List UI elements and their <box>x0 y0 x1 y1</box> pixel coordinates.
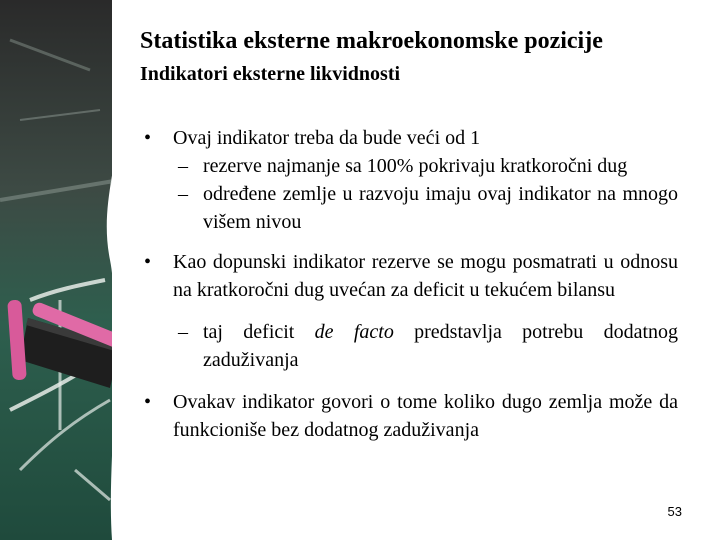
sub-bullet-text: rezerve najmanje sa 100% pokrivaju kratkoročni dug <box>203 155 628 177</box>
sub-bullet-item <box>140 180 678 236</box>
slide-subtitle: Indikatori eksterne likvidnosti <box>140 63 401 85</box>
bullet-item <box>140 248 678 304</box>
sub-bullet-item <box>140 152 678 180</box>
sub-bullet-text: određene zemlje u razvoju imaju ovaj indikator na mnogo višem nivou <box>203 183 678 233</box>
sub-bullet-item <box>140 318 678 374</box>
sub-bullet-dash: – <box>178 155 188 177</box>
bullet-item <box>140 124 678 152</box>
bullet-dot: • <box>144 251 152 273</box>
page-number: 53 <box>667 504 682 519</box>
sub-bullet-text-italic: de facto <box>314 321 394 343</box>
bullet-text: Kao dopunski indikator rezerve se mogu posmatrati u odnosu na kratkoročni dug uvećan za deficit u tekućem bilansu <box>173 251 678 301</box>
sub-bullet-text-before: taj deficit <box>203 321 315 343</box>
slide-title: Statistika eksterne makroekonomske pozicije <box>140 28 603 54</box>
sub-bullet-dash: – <box>178 183 188 205</box>
sub-bullet-text-after: predstavlja potrebu dodatnog zaduživanja <box>203 321 678 371</box>
slide-body <box>140 124 678 444</box>
bullet-dot: • <box>144 391 152 413</box>
bullet-text: Ovakav indikator govori o tome koliko dugo zemlja može da funkcioniše bez dodatnog zaduživanja <box>173 391 678 441</box>
sub-bullet-dash: – <box>178 321 188 343</box>
bullet-text: Ovaj indikator treba da bude veći od 1 <box>173 127 481 149</box>
bullet-item <box>140 388 678 444</box>
bullet-dot: • <box>144 127 152 149</box>
